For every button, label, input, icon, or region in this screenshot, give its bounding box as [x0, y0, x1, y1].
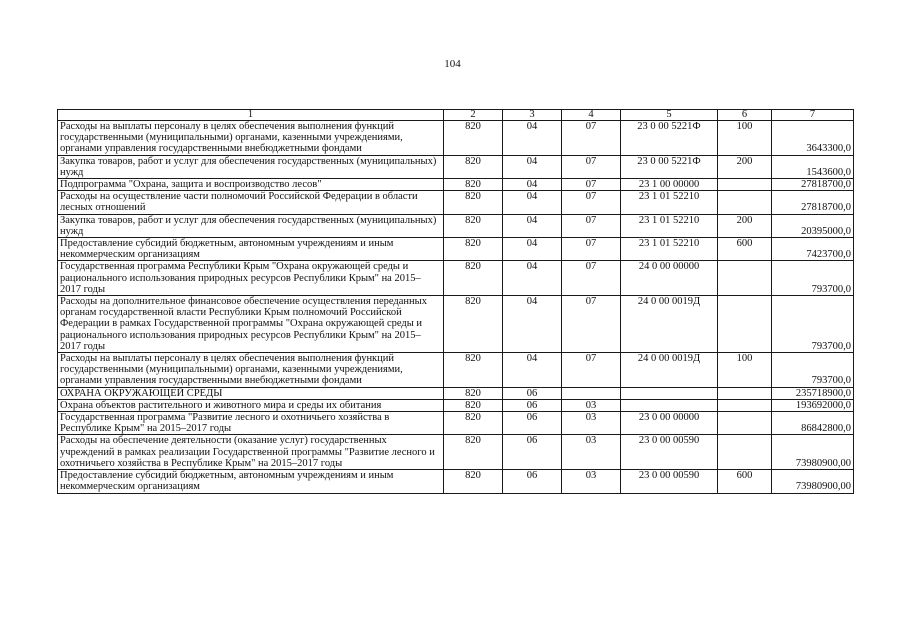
table-row: [58, 191, 854, 214]
column-header-row: [58, 110, 854, 121]
amount-cell: 235718900,0: [772, 387, 854, 399]
amount-cell: 193692000,0: [772, 399, 854, 411]
ved-code-cell: 820: [444, 387, 503, 399]
column-header: 5: [621, 110, 718, 121]
ved-code-cell: 820: [444, 435, 503, 470]
target-article-cell: 24 0 00 00000: [621, 261, 718, 296]
section-code-cell: 06: [503, 435, 562, 470]
ved-code-cell: 820: [444, 353, 503, 388]
table-row: [58, 387, 854, 399]
ved-code-cell: 820: [444, 155, 503, 178]
target-article-cell: 23 0 00 00590: [621, 435, 718, 470]
table-row: [58, 121, 854, 156]
row-name-cell: Закупка товаров, работ и услуг для обеспечения государственных (муниципальных) нужд: [58, 155, 444, 178]
target-article-cell: 23 0 00 00000: [621, 412, 718, 435]
expense-type-cell: [718, 261, 772, 296]
row-name-cell: Подпрограмма "Охрана, защита и воспроизводство лесов": [58, 179, 444, 191]
section-code-cell: 06: [503, 412, 562, 435]
expense-type-cell: [718, 387, 772, 399]
amount-cell: 86842800,0: [772, 412, 854, 435]
table-row: [58, 155, 854, 178]
column-header: 7: [772, 110, 854, 121]
ved-code-cell: 820: [444, 238, 503, 261]
target-article-cell: [621, 387, 718, 399]
subsection-code-cell: 03: [562, 412, 621, 435]
section-code-cell: 04: [503, 214, 562, 237]
subsection-code-cell: 07: [562, 121, 621, 156]
expense-type-cell: [718, 179, 772, 191]
section-code-cell: 04: [503, 238, 562, 261]
amount-cell: 7423700,0: [772, 238, 854, 261]
table-row: [58, 435, 854, 470]
section-code-cell: 04: [503, 296, 562, 353]
target-article-cell: 23 0 00 5221Ф: [621, 155, 718, 178]
row-name-cell: Закупка товаров, работ и услуг для обеспечения государственных (муниципальных) нужд: [58, 214, 444, 237]
column-header: 4: [562, 110, 621, 121]
target-article-cell: 23 0 00 00590: [621, 470, 718, 493]
ved-code-cell: 820: [444, 399, 503, 411]
ved-code-cell: 820: [444, 296, 503, 353]
section-code-cell: 04: [503, 121, 562, 156]
subsection-code-cell: 07: [562, 155, 621, 178]
table-row: [58, 261, 854, 296]
target-article-cell: 23 1 01 52210: [621, 191, 718, 214]
section-code-cell: 04: [503, 353, 562, 388]
row-name-cell: Предоставление субсидий бюджетным, автономным учреждениям и иным некоммерческим организациям: [58, 470, 444, 493]
row-name-cell: Предоставление субсидий бюджетным, автономным учреждениям и иным некоммерческим организациям: [58, 238, 444, 261]
row-name-cell: Расходы на обеспечение деятельности (оказание услуг) государственных учреждений в рамках реализации Государственной программы "Развитие лесного и охотничьего хозяйства в Республике Крым" на 2015–2017 годы: [58, 435, 444, 470]
expense-type-cell: [718, 412, 772, 435]
amount-cell: 73980900,00: [772, 470, 854, 493]
row-name-cell: Расходы на выплаты персоналу в целях обеспечения выполнения функций государственными (муниципальными) органами, казенными учреждениями, органами управления государственными внебюджетными фондами: [58, 353, 444, 388]
section-code-cell: 04: [503, 191, 562, 214]
target-article-cell: 24 0 00 0019Д: [621, 353, 718, 388]
ved-code-cell: 820: [444, 121, 503, 156]
table-body: [58, 110, 854, 494]
target-article-cell: 23 1 00 00000: [621, 179, 718, 191]
subsection-code-cell: 07: [562, 179, 621, 191]
expense-type-cell: 600: [718, 470, 772, 493]
amount-cell: 1543600,0: [772, 155, 854, 178]
table-row: [58, 296, 854, 353]
table-row: [58, 238, 854, 261]
ved-code-cell: 820: [444, 179, 503, 191]
ved-code-cell: 820: [444, 191, 503, 214]
subsection-code-cell: 07: [562, 353, 621, 388]
amount-cell: 20395000,0: [772, 214, 854, 237]
amount-cell: 27818700,0: [772, 191, 854, 214]
expense-type-cell: 200: [718, 214, 772, 237]
amount-cell: 793700,0: [772, 353, 854, 388]
subsection-code-cell: 07: [562, 214, 621, 237]
expense-type-cell: [718, 296, 772, 353]
amount-cell: 73980900,00: [772, 435, 854, 470]
subsection-code-cell: 07: [562, 238, 621, 261]
subsection-code-cell: 03: [562, 435, 621, 470]
column-header: 6: [718, 110, 772, 121]
table-row: [58, 214, 854, 237]
ved-code-cell: 820: [444, 261, 503, 296]
section-code-cell: 06: [503, 387, 562, 399]
table-row: [58, 179, 854, 191]
expense-type-cell: [718, 435, 772, 470]
subsection-code-cell: 03: [562, 470, 621, 493]
expense-type-cell: 100: [718, 121, 772, 156]
table-row: [58, 412, 854, 435]
section-code-cell: 04: [503, 155, 562, 178]
subsection-code-cell: 07: [562, 261, 621, 296]
page-number: 104: [444, 58, 461, 70]
column-header: 3: [503, 110, 562, 121]
subsection-code-cell: 07: [562, 296, 621, 353]
column-header: 1: [58, 110, 444, 121]
section-code-cell: 06: [503, 470, 562, 493]
table-row: [58, 399, 854, 411]
row-name-cell: Государственная программа Республики Крым "Охрана окружающей среды и рационального использования природных ресурсов Республики Крым" на 2015–2017 годы: [58, 261, 444, 296]
section-code-cell: 04: [503, 261, 562, 296]
table-row: [58, 470, 854, 493]
ved-code-cell: 820: [444, 214, 503, 237]
amount-cell: 793700,0: [772, 296, 854, 353]
expense-type-cell: 600: [718, 238, 772, 261]
subsection-code-cell: [562, 387, 621, 399]
amount-cell: 27818700,0: [772, 179, 854, 191]
expense-type-cell: 100: [718, 353, 772, 388]
ved-code-cell: 820: [444, 470, 503, 493]
expense-type-cell: 200: [718, 155, 772, 178]
subsection-code-cell: 03: [562, 399, 621, 411]
row-name-cell: Охрана объектов растительного и животного мира и среды их обитания: [58, 399, 444, 411]
column-header: 2: [444, 110, 503, 121]
section-code-cell: 04: [503, 179, 562, 191]
expense-type-cell: [718, 191, 772, 214]
ved-code-cell: 820: [444, 412, 503, 435]
budget-table: [57, 109, 854, 494]
section-code-cell: 06: [503, 399, 562, 411]
target-article-cell: 23 0 00 5221Ф: [621, 121, 718, 156]
row-name-cell: Расходы на осуществление части полномочий Российской Федерации в области лесных отношений: [58, 191, 444, 214]
expense-type-cell: [718, 399, 772, 411]
target-article-cell: [621, 399, 718, 411]
row-name-cell: Расходы на дополнительное финансовое обеспечение осуществления переданных органам государственной власти Республики Крым полномочий Российской Федерации в рамках Государственной программы "Охрана окружающей среды и рационального использования природных ресурсов Республики Крым" на 2015–2017 годы: [58, 296, 444, 353]
subsection-code-cell: 07: [562, 191, 621, 214]
row-name-cell: Государственная программа "Развитие лесного и охотничьего хозяйства в Республике Крым" на 2015–2017 годы: [58, 412, 444, 435]
target-article-cell: 23 1 01 52210: [621, 238, 718, 261]
amount-cell: 3643300,0: [772, 121, 854, 156]
row-name-cell: ОХРАНА ОКРУЖАЮЩЕЙ СРЕДЫ: [58, 387, 444, 399]
target-article-cell: 23 1 01 52210: [621, 214, 718, 237]
target-article-cell: 24 0 00 0019Д: [621, 296, 718, 353]
table-row: [58, 353, 854, 388]
row-name-cell: Расходы на выплаты персоналу в целях обеспечения выполнения функций государственными (муниципальными) органами, казенными учреждениями, органами управления государственными внебюджетными фондами: [58, 121, 444, 156]
amount-cell: 793700,0: [772, 261, 854, 296]
